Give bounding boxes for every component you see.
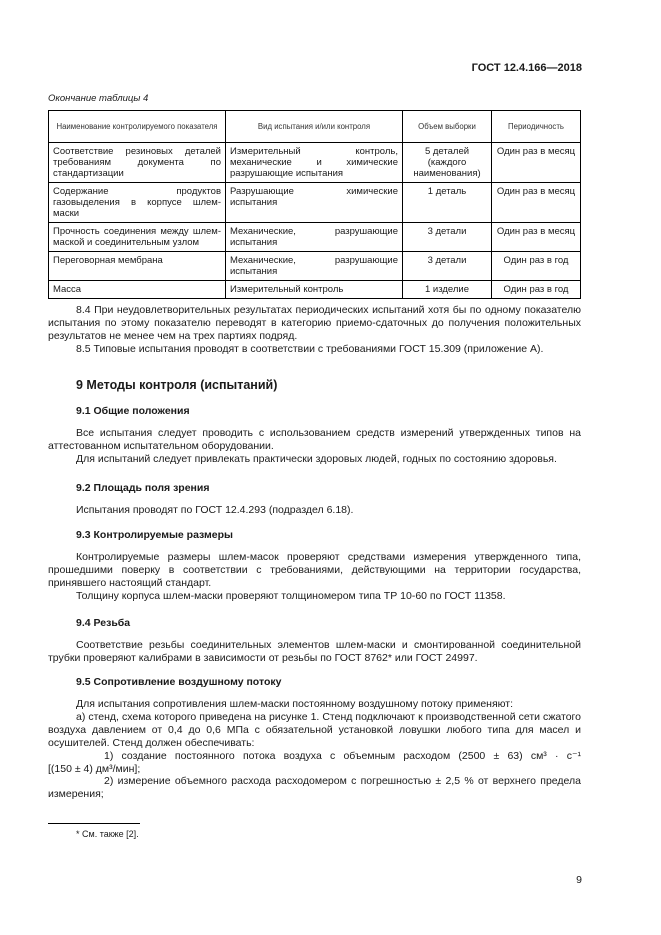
footnote: * См. также [2]. <box>76 829 139 839</box>
table-cell: Измерительный контроль <box>226 281 403 299</box>
subsection-9-5-heading: 9.5 Сопротивление воздушному потоку <box>76 676 282 688</box>
table-caption: Окончание таблицы 4 <box>48 93 149 104</box>
table-cell: Один раз в месяц <box>492 143 581 183</box>
paragraph: Для испытаний следует привлекать практически здоровых людей, годных по состоянию здоровья. <box>76 452 557 465</box>
subsection-9-1-body <box>48 427 581 466</box>
paragraph-8-4: 8.4 При неудовлетворительных результатах периодических испытаний хотя бы по одному показателю испытания по этому показателю переводят в категорию приемо-сдаточных до получения положительных результатов не менее чем на трех партиях подряд. <box>48 304 581 342</box>
paragraph: Толщину корпуса шлем-маски проверяют толщиномером типа ТР 10-60 по ГОСТ 11358. <box>76 589 506 602</box>
table-cell: 1 изделие <box>403 281 492 299</box>
table-cell: 1 деталь <box>403 183 492 223</box>
paragraph-8-5: 8.5 Типовые испытания проводят в соответствии с требованиями ГОСТ 15.309 (приложение А). <box>76 342 544 355</box>
table-cell: Переговорная мембрана <box>49 252 226 281</box>
subsection-9-4-body <box>48 639 581 665</box>
page-number: 9 <box>576 874 582 886</box>
table-cell: Соответствие резиновых деталей требованиям документа по стандартизации <box>49 143 226 183</box>
paragraph: Соответствие резьбы соединительных элементов шлем-маски и смонтированной соединительной трубки проверяют калибрами в зависимости от резьбы по ГОСТ 8762* или ГОСТ 24997. <box>48 639 581 664</box>
list-item-1-line-1: 1) создание постоянного потока воздуха с объемным расходом (2500 ± 63) см³ · с⁻¹ <box>104 749 581 762</box>
table-row <box>49 223 581 252</box>
paragraph: Для испытания сопротивления шлем-маски постоянному воздушному потоку применяют: <box>76 698 514 710</box>
table-header-row <box>49 111 581 143</box>
table-cell: Один раз в год <box>492 281 581 299</box>
paragraph: Контролируемые размеры шлем-масок проверяют средствами измерения утвержденного типа, прошедшими поверку в соответствии с требованиями, действующими на территории государства, принявшего настоящий стандарт. <box>48 551 581 589</box>
table-cell: Механические, разрушающие испытания <box>226 252 403 281</box>
column-header: Вид испытания и/или контроля <box>226 111 403 143</box>
table-row <box>49 281 581 299</box>
subsection-9-2-heading: 9.2 Площадь поля зрения <box>76 482 210 494</box>
subsection-9-2-body <box>48 504 581 517</box>
table-cell: Один раз в месяц <box>492 223 581 252</box>
subsection-9-1-heading: 9.1 Общие положения <box>76 405 190 417</box>
column-header: Наименование контролируемого показателя <box>49 111 226 143</box>
column-header: Объем выборки <box>403 111 492 143</box>
paragraph: Все испытания следует проводить с использованием средств измерений утвержденных типов на аттестованном испытательном оборудовании. <box>48 427 581 452</box>
table-cell: Содержание продуктов газовыделения в корпусе шлем-маски <box>49 183 226 223</box>
paragraph: Испытания проводят по ГОСТ 12.4.293 (подраздел 6.18). <box>76 504 354 516</box>
paragraphs-8 <box>48 304 581 356</box>
table-cell: Один раз в месяц <box>492 183 581 223</box>
footnote-divider <box>48 823 140 824</box>
section-9-heading: 9 Методы контроля (испытаний) <box>76 378 278 392</box>
table-cell: Разрушающие химические испытания <box>226 183 403 223</box>
subsection-9-5-body <box>48 698 581 801</box>
subsection-9-3-body <box>48 551 581 603</box>
table-cell: Измерительный контроль, механические и химические разрушающие испытания <box>226 143 403 183</box>
list-item-1-line-2: [(150 ± 4) дм³/мин]; <box>48 762 141 775</box>
table-cell: 5 деталей (каждого наименования) <box>403 143 492 183</box>
table-cell: Механические, разрушающие испытания <box>226 223 403 252</box>
standard-header: ГОСТ 12.4.166—2018 <box>471 62 582 74</box>
table-cell: Прочность соединения между шлем-маской и соединительным узлом <box>49 223 226 252</box>
list-item-2-line-1: 2) измерение объемного расхода расходомером с погрешностью ± 2,5 % от верхнего предела <box>104 775 581 788</box>
table-row <box>49 252 581 281</box>
table-4 <box>48 110 581 299</box>
table-cell: Масса <box>49 281 226 299</box>
subsection-9-4-heading: 9.4 Резьба <box>76 617 131 629</box>
table-row <box>49 143 581 183</box>
table-cell: Один раз в год <box>492 252 581 281</box>
table-cell: 3 детали <box>403 223 492 252</box>
subsection-9-3-heading: 9.3 Контролируемые размеры <box>76 529 234 541</box>
paragraph: а) стенд, схема которого приведена на рисунке 1. Стенд подключают к производственной сети сжатого воздуха давлением от 0,4 до 0,6 МПа с обязательной установкой ловушки любого типа для масел и осушителей. Стенд должен обеспечивать: <box>48 710 581 749</box>
list-item-2-line-2: измерения; <box>48 788 104 801</box>
column-header: Периодичность <box>492 111 581 143</box>
table-row <box>49 183 581 223</box>
table-cell: 3 детали <box>403 252 492 281</box>
